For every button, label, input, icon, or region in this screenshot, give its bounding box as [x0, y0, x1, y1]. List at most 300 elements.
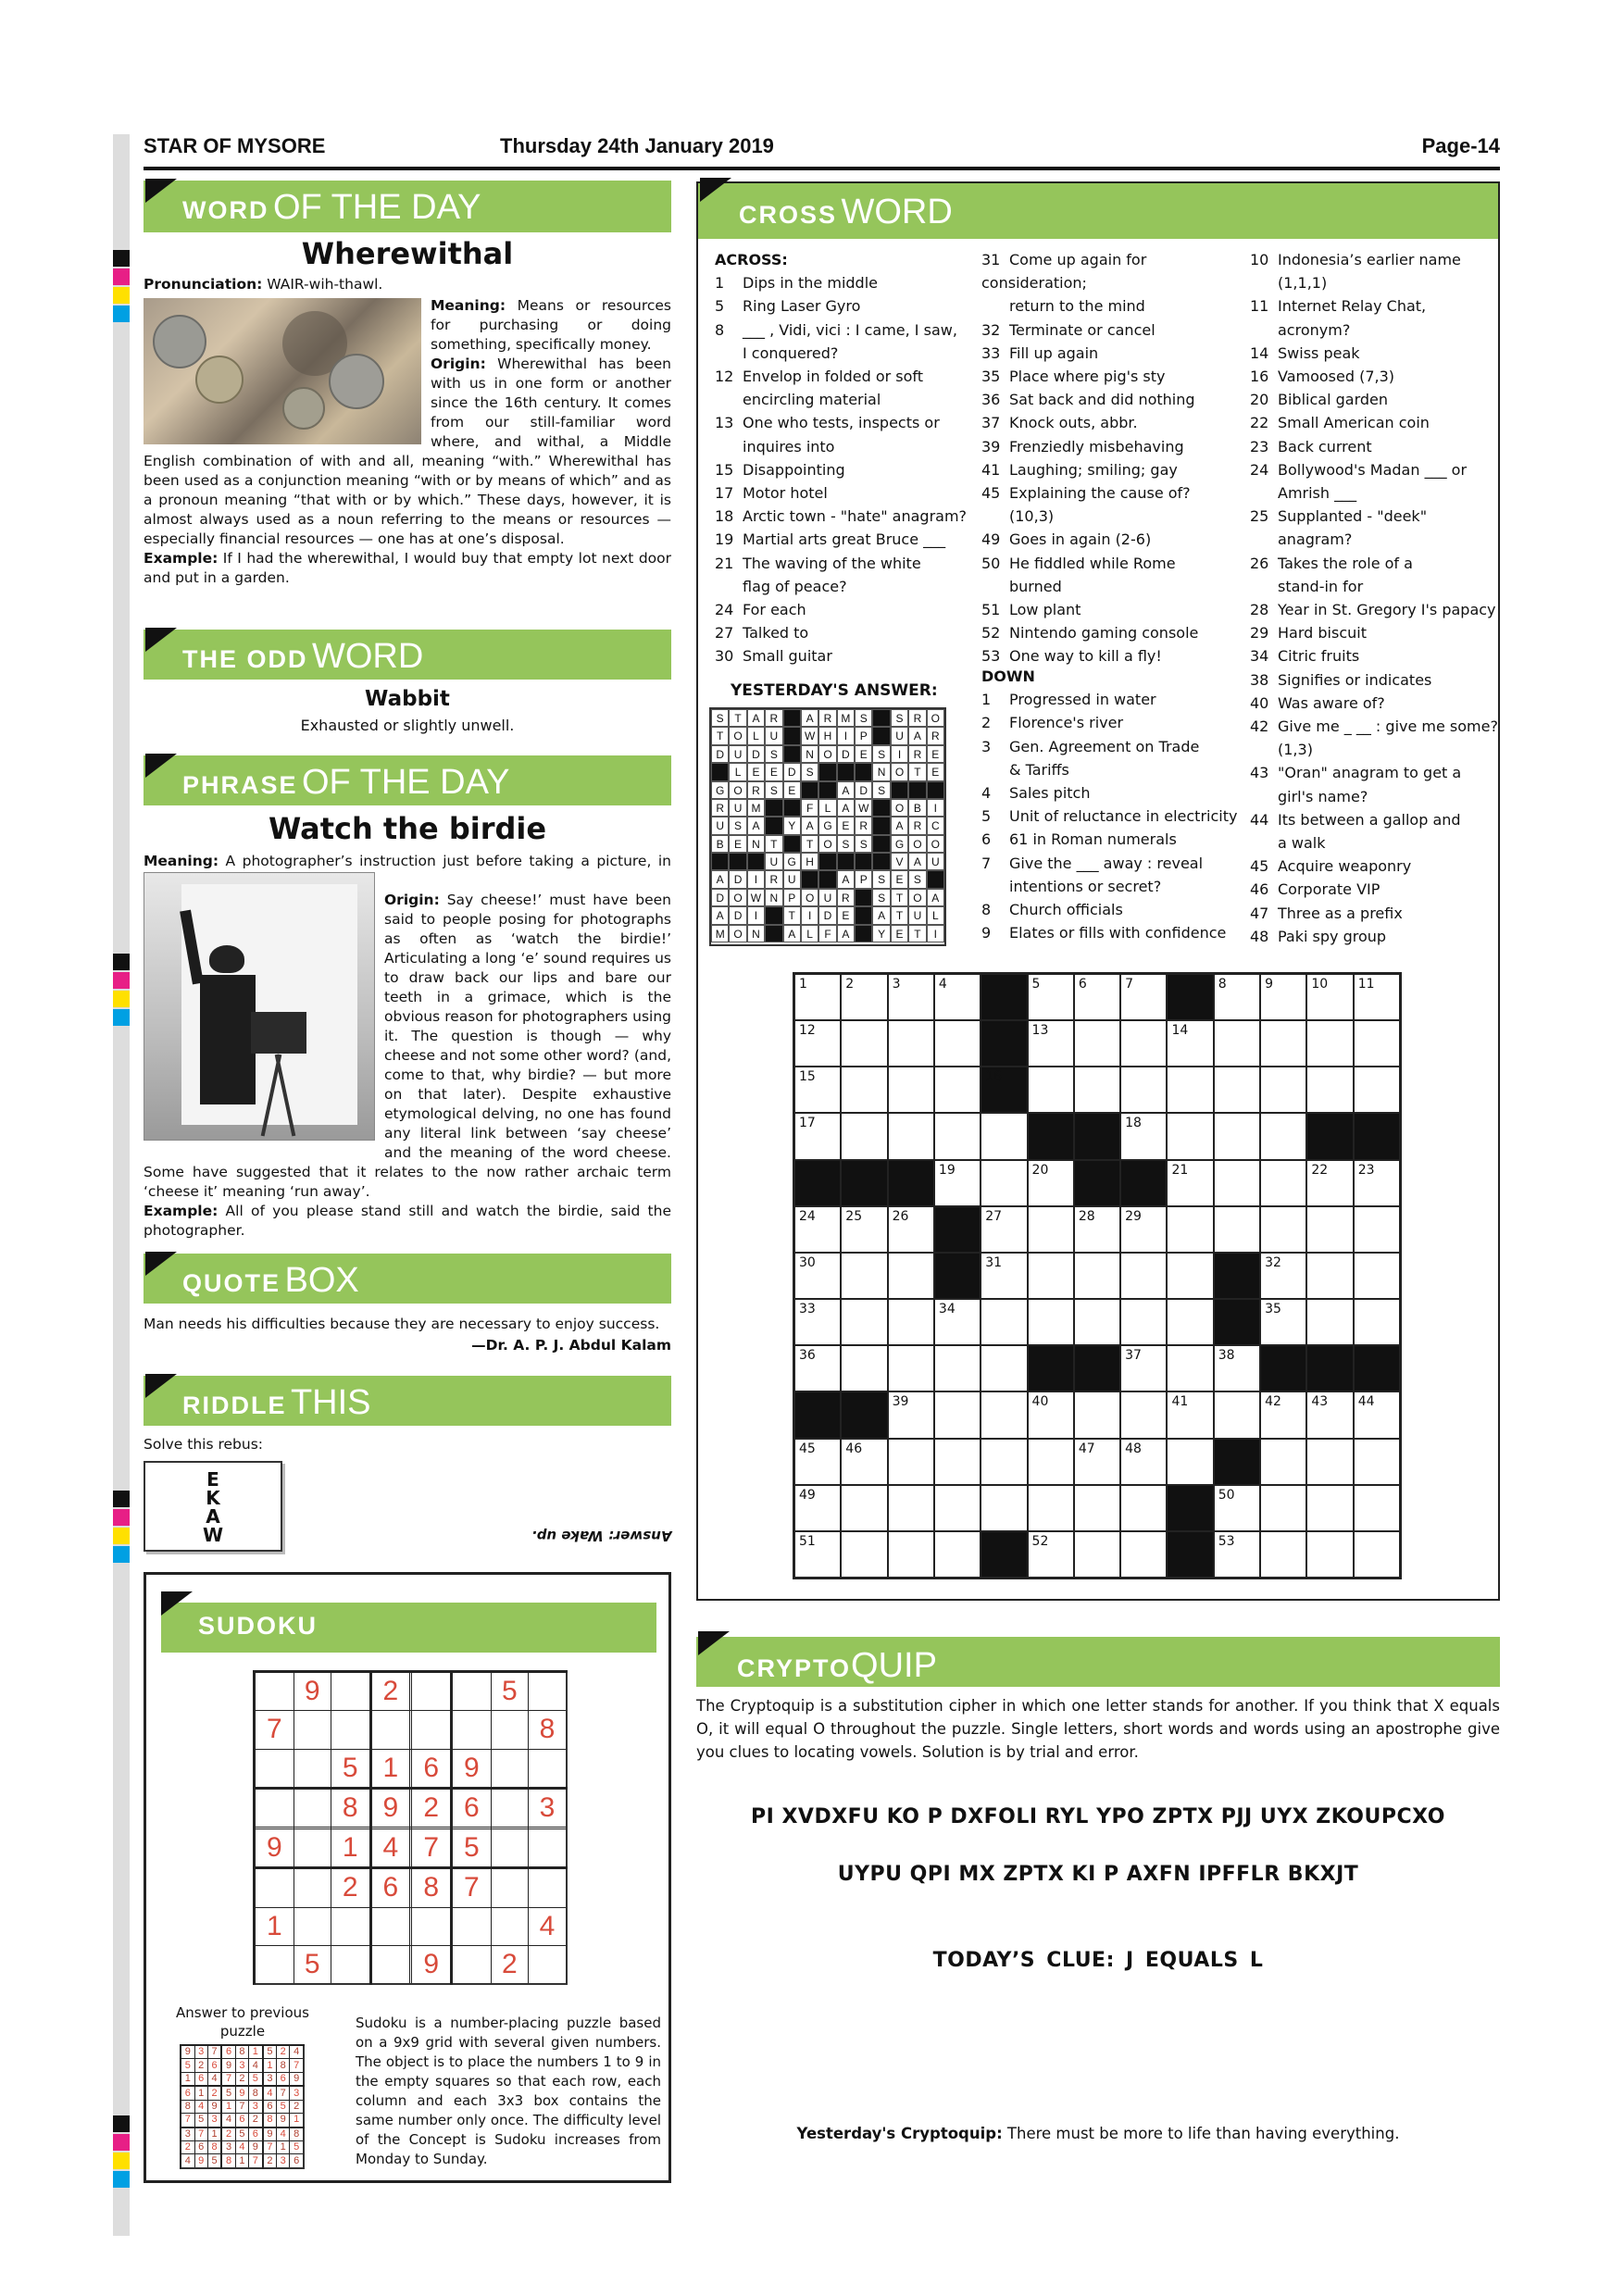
crossword-cell[interactable] — [794, 1067, 841, 1113]
crossword-cell[interactable] — [934, 1067, 981, 1113]
crossword-cell[interactable] — [1354, 1253, 1400, 1299]
crossword-cell[interactable] — [888, 1020, 934, 1067]
clue-item: 5 Ring Laser Gyro — [715, 297, 861, 316]
crossword-cell[interactable] — [981, 1253, 1027, 1299]
crossword-cell[interactable] — [1214, 1020, 1260, 1067]
clue-number: 49 — [799, 1487, 816, 1503]
crossword-cell[interactable] — [981, 1345, 1027, 1391]
yesterday-cell: U — [927, 853, 944, 870]
yesterday-cell — [729, 853, 746, 870]
crossword-cell[interactable] — [1074, 1020, 1120, 1067]
clue-number: 39 — [892, 1394, 909, 1410]
sudoku-cell: 6 — [221, 2045, 235, 2059]
clue-item: 29 Hard biscuit — [1250, 624, 1367, 643]
sudoku-cell: 9 — [277, 2114, 290, 2128]
clue-number: 16 — [985, 1069, 1003, 1085]
yesterday-cell: W — [855, 799, 872, 817]
crossword-cell[interactable] — [1074, 1253, 1120, 1299]
crossword-cell[interactable] — [841, 1067, 887, 1113]
crossword-cell[interactable] — [1120, 1299, 1167, 1345]
clue-item: 43 "Oran" anagram to get a — [1250, 764, 1462, 782]
crossword-cell[interactable] — [1167, 1160, 1213, 1206]
crossword-cell[interactable] — [1260, 1531, 1306, 1578]
crossword-cell[interactable] — [841, 1020, 887, 1067]
crossword-cell[interactable] — [1028, 1299, 1074, 1345]
crossword-cell[interactable] — [1260, 1253, 1306, 1299]
crossword-cell[interactable] — [1167, 1345, 1213, 1391]
crossword-black-cell — [888, 1160, 934, 1206]
crossword-cell[interactable] — [981, 1485, 1027, 1531]
crossword-cell[interactable] — [1028, 1531, 1074, 1578]
crossword-cell[interactable] — [841, 1206, 887, 1253]
crossword-cell[interactable] — [1120, 1253, 1167, 1299]
corner-mark-icon — [161, 1591, 193, 1616]
cryptoquip-clue: TODAY’S CLUE: J EQUALS L — [932, 1949, 1264, 1972]
crossword-cell[interactable] — [1120, 1485, 1167, 1531]
yesterday-cell: D — [818, 906, 836, 924]
sudoku-cell: 9 — [207, 2100, 221, 2113]
crossword-cell[interactable] — [841, 1439, 887, 1485]
crossword-cell[interactable] — [1167, 1206, 1213, 1253]
crossword-cell[interactable] — [841, 1113, 887, 1159]
yesterday-cell: O — [927, 835, 944, 853]
crossword-black-cell — [981, 1067, 1027, 1113]
clue-item-cont: inquires into — [743, 437, 835, 455]
sudoku-cell — [491, 1828, 528, 1867]
yesterday-cell — [872, 853, 890, 870]
yesterday-cell: U — [711, 817, 729, 834]
crossword-black-cell — [1214, 1299, 1260, 1345]
crossword-cell[interactable] — [888, 974, 934, 1020]
sudoku-cell: 3 — [181, 2128, 194, 2141]
crossword-black-cell — [841, 1160, 887, 1206]
yesterday-cell: P — [783, 889, 801, 906]
issue-date: Thursday 24th January 2019 — [500, 134, 774, 157]
crossword-cell[interactable] — [888, 1391, 934, 1438]
yesterday-cell: N — [765, 889, 782, 906]
sudoku-cell — [452, 1945, 492, 1984]
clue-number: 18 — [1125, 1116, 1142, 1131]
yesterday-cell — [801, 870, 818, 888]
sudoku-cell: 1 — [331, 1828, 370, 1867]
crossword-cell[interactable] — [934, 1485, 981, 1531]
crossword-cell[interactable] — [841, 1253, 887, 1299]
yesterday-cell: T — [711, 727, 729, 744]
sudoku-cell — [255, 1672, 294, 1711]
yesterday-cell — [765, 906, 782, 924]
crossword-cell[interactable] — [1028, 1253, 1074, 1299]
crossword-cell[interactable] — [1214, 1485, 1260, 1531]
yesterday-cell: H — [818, 727, 836, 744]
sudoku-cell: 1 — [263, 2059, 277, 2072]
sudoku-cell: 1 — [207, 2128, 221, 2141]
crossword-cell[interactable] — [934, 1020, 981, 1067]
crossword-cell[interactable] — [934, 974, 981, 1020]
crossword-cell[interactable] — [794, 1020, 841, 1067]
crossword-black-cell — [1028, 1345, 1074, 1391]
crossword-cell[interactable] — [1120, 1391, 1167, 1438]
crossword-cell[interactable] — [794, 1113, 841, 1159]
crossword-cell[interactable] — [1354, 1067, 1400, 1113]
sudoku-description: Sudoku is a number-placing puzzle based on a 9x9 grid with several given numbers. The object is to place the numbers 1 to 9 in the empty squares so that each row, each column and each 3x3 box contains the same number only once. The difficulty level of the Concept is Sudoku increases from Monday to Sunday. — [356, 2015, 661, 2167]
clue-number: 35 — [1265, 1302, 1281, 1317]
crossword-cell[interactable] — [1260, 1113, 1306, 1159]
crossword-cell[interactable] — [1074, 1391, 1120, 1438]
sudoku-cell — [528, 1672, 567, 1711]
clue-item-cont: anagram? — [1278, 530, 1353, 549]
clue-item: 2 Florence's river — [981, 714, 1124, 732]
crossword-cell[interactable] — [1306, 1485, 1353, 1531]
crossword-cell[interactable] — [1074, 1439, 1120, 1485]
clue-item-cont: girl's name? — [1278, 787, 1368, 805]
yesterday-cell: S — [765, 781, 782, 799]
cryptoquip-line-2: UYPU QPI MX ZPTX KI P AXFN IPFFLR BKXJT — [837, 1863, 1359, 1886]
crossword-cell[interactable] — [1260, 1206, 1306, 1253]
yesterday-cell: T — [891, 889, 908, 906]
sudoku-cell: 1 — [235, 2154, 248, 2168]
yesterday-cell: O — [729, 925, 746, 942]
sudoku-cell: 4 — [194, 2100, 207, 2113]
sudoku-cell: 8 — [412, 1868, 452, 1907]
crossword-cell[interactable] — [1260, 974, 1306, 1020]
yesterday-cell: A — [783, 925, 801, 942]
crossword-section — [696, 181, 1500, 1601]
clue-item: 40 Was aware of? — [1250, 693, 1385, 712]
crossword-cell[interactable] — [1167, 1299, 1213, 1345]
crossword-cell[interactable] — [1354, 1531, 1400, 1578]
sudoku-cell: 2 — [412, 1788, 452, 1827]
yesterday-cell — [872, 727, 890, 744]
crossword-cell[interactable] — [1120, 1439, 1167, 1485]
odd-word: Wabbit — [365, 687, 450, 711]
yesterday-cryptoquip: Yesterday's Cryptoquip: There must be more to life than having everything. — [796, 2125, 1400, 2142]
crossword-cell[interactable] — [888, 1345, 934, 1391]
crossword-black-cell — [981, 974, 1027, 1020]
yesterday-cell: S — [891, 709, 908, 727]
crossword-cell[interactable] — [934, 1531, 981, 1578]
clue-item-cont: a walk — [1278, 834, 1326, 853]
sudoku-cell — [412, 1672, 452, 1711]
sudoku-cell: 2 — [331, 1868, 370, 1907]
clue-number: 2 — [845, 977, 855, 992]
crossword-cell[interactable] — [1074, 1485, 1120, 1531]
riddle-bar: RIDDLE THIS — [144, 1376, 671, 1426]
yesterday-cell: A — [747, 709, 765, 727]
sudoku-cell: 5 — [249, 2072, 263, 2086]
crossword-bar: CROSS WORD — [698, 183, 1498, 239]
yesterday-cell: W — [747, 889, 765, 906]
crossword-cell[interactable] — [888, 1113, 934, 1159]
clue-number: 36 — [799, 1348, 816, 1364]
crossword-cell[interactable] — [1214, 1345, 1260, 1391]
crossword-cell[interactable] — [1167, 1020, 1213, 1067]
clue-number: 7 — [1125, 977, 1134, 992]
crossword-cell[interactable] — [888, 1531, 934, 1578]
crossword-cell[interactable] — [1214, 1067, 1260, 1113]
clue-number: 21 — [1171, 1162, 1189, 1178]
yesterday-cell: R — [765, 709, 782, 727]
crossword-cell[interactable] — [1354, 1160, 1400, 1206]
sudoku-cell: 8 — [221, 2154, 235, 2168]
crossword-black-cell — [1028, 1113, 1074, 1159]
crossword-cell[interactable] — [1306, 974, 1353, 1020]
crossword-cell[interactable] — [1028, 1067, 1074, 1113]
crossword-cell[interactable] — [1120, 1531, 1167, 1578]
crossword-black-cell — [1167, 974, 1213, 1020]
clue-item: 5 Unit of reluctance in electricity — [981, 807, 1238, 826]
clue-item: 21 The waving of the white — [715, 554, 921, 572]
crossword-cell[interactable] — [1354, 1439, 1400, 1485]
sudoku-cell: 6 — [194, 2141, 207, 2154]
sudoku-cell — [294, 1907, 331, 1945]
yesterday-cell: D — [711, 889, 729, 906]
yesterday-cell: D — [783, 763, 801, 780]
yesterday-cell: R — [927, 727, 944, 744]
yesterday-cell: P — [855, 727, 872, 744]
yesterday-cell: O — [891, 799, 908, 817]
sudoku-cell: 9 — [294, 1672, 331, 1711]
crossword-cell[interactable] — [794, 1531, 841, 1578]
yesterday-cell — [855, 906, 872, 924]
crossword-cell[interactable] — [1120, 1020, 1167, 1067]
crossword-cell[interactable] — [794, 1345, 841, 1391]
crossword-cell[interactable] — [794, 974, 841, 1020]
crossword-cell[interactable] — [1260, 1020, 1306, 1067]
crossword-cell[interactable] — [794, 1485, 841, 1531]
crossword-cell[interactable] — [981, 1439, 1027, 1485]
crossword-cell[interactable] — [1260, 1485, 1306, 1531]
page-number: Page-14 — [1421, 134, 1500, 157]
crossword-cell[interactable] — [981, 1160, 1027, 1206]
crossword-cell[interactable] — [1354, 1485, 1400, 1531]
across-clues-cont — [981, 248, 1241, 668]
clue-number: 43 — [1311, 1394, 1329, 1410]
crossword-cell[interactable] — [1306, 1206, 1353, 1253]
crossword-cell[interactable] — [888, 1485, 934, 1531]
crossword-cell[interactable] — [981, 1113, 1027, 1159]
crossword-cell[interactable] — [888, 1299, 934, 1345]
crossword-cell[interactable] — [1306, 1439, 1353, 1485]
crossword-cell[interactable] — [888, 1206, 934, 1253]
crossword-cell[interactable] — [1260, 1160, 1306, 1206]
crossword-cell[interactable] — [1028, 1020, 1074, 1067]
crossword-cell[interactable] — [1354, 1299, 1400, 1345]
sudoku-cell: 4 — [181, 2154, 194, 2168]
yesterday-cell: T — [891, 906, 908, 924]
clue-item: 37 Knock outs, abbr. — [981, 414, 1138, 432]
sudoku-cell: 2 — [370, 1672, 410, 1711]
down-clues-cont — [1250, 248, 1500, 948]
crossword-cell[interactable] — [1354, 974, 1400, 1020]
crossword-cell[interactable] — [888, 1067, 934, 1113]
crossword-cell[interactable] — [1260, 1391, 1306, 1438]
crossword-cell[interactable] — [1306, 1253, 1353, 1299]
quote-text: Man needs his difficulties because they are necessary to enjoy success. — [144, 1316, 660, 1332]
yesterday-cell: U — [783, 870, 801, 888]
crossword-cell[interactable] — [1028, 1206, 1074, 1253]
crossword-cell[interactable] — [794, 1206, 841, 1253]
crossword-cell[interactable] — [1214, 1531, 1260, 1578]
sudoku-cell — [491, 1907, 528, 1945]
sudoku-cell: 4 — [221, 2114, 235, 2128]
crossword-cell[interactable] — [1074, 1531, 1120, 1578]
cryptoquip-intro: The Cryptoquip is a substitution cipher in which one letter stands for another. If you think that X equals O, it will equal O throughout the puzzle. Single letters, short words and words using an apostrophe give you clues to locating vowels. Solution is by trial and error. — [696, 1697, 1500, 1761]
clue-item-cont: (10,3) — [1009, 507, 1055, 526]
rebus-box — [144, 1461, 282, 1552]
yesterday-cell — [783, 727, 801, 744]
crossword-cell[interactable] — [1074, 1299, 1120, 1345]
crossword-cell[interactable] — [981, 1299, 1027, 1345]
sudoku-cell — [491, 1711, 528, 1749]
yesterday-cell: O — [927, 709, 944, 727]
yesterday-cell: S — [765, 745, 782, 763]
crossword-cell[interactable] — [1120, 1206, 1167, 1253]
yesterday-cell: R — [747, 781, 765, 799]
yesterday-cell: N — [747, 835, 765, 853]
sudoku-cell: 4 — [235, 2141, 248, 2154]
phrase-body: Meaning: A photographer’s instruction just before taking a picture, in Origin: Say cheese!’ must have been said to people posing for photographs as often as ‘watch the birdie!’ Articulating a long ‘e’ sound requires us to draw back our lips and bare our teeth in a grimace, which is the obvious reason for photographers using it. The question is though — why cheese and not some other word? (and, come to that, why birdie? — but more on that later). Despite exhaustive etymological delving, no one has found any literal link between ‘say cheese’ and the meaning of the word cheese. Some have suggested that it relates to the now rather archaic term ‘cheese it’ meaning ‘run away’. Example: All of you please stand still and watch the birdie, said the photographer. — [144, 853, 671, 1239]
crossword-cell[interactable] — [1306, 1299, 1353, 1345]
sudoku-cell: 2 — [221, 2128, 235, 2141]
crossword-cell[interactable] — [981, 1206, 1027, 1253]
crossword-cell[interactable] — [1306, 1160, 1353, 1206]
crossword-cell[interactable] — [1028, 974, 1074, 1020]
corner-mark-icon — [700, 178, 731, 202]
crossword-cell[interactable] — [1260, 1067, 1306, 1113]
crossword-cell[interactable] — [934, 1391, 981, 1438]
phrase-bar: PHRASE OF THE DAY — [144, 755, 671, 805]
crossword-cell[interactable] — [1120, 1113, 1167, 1159]
crossword-cell[interactable] — [1167, 1067, 1213, 1113]
sudoku-cell: 9 — [249, 2141, 263, 2154]
crossword-cell[interactable] — [981, 1391, 1027, 1438]
yesterday-cell: E — [927, 763, 944, 780]
yesterday-cell: Y — [783, 817, 801, 834]
crossword-cell[interactable] — [1306, 1067, 1353, 1113]
crossword-cell[interactable] — [1214, 1391, 1260, 1438]
crossword-cell[interactable] — [1354, 1020, 1400, 1067]
crossword-cell[interactable] — [1074, 974, 1120, 1020]
crossword-cell[interactable] — [841, 1345, 887, 1391]
sudoku-cell: 6 — [235, 2114, 248, 2128]
crossword-cell[interactable] — [1028, 1160, 1074, 1206]
sudoku-cell — [370, 1945, 410, 1984]
crossword-cell[interactable] — [1120, 974, 1167, 1020]
sudoku-cell — [255, 1868, 294, 1907]
crossword-cell[interactable] — [934, 1160, 981, 1206]
clue-item: 27 Talked to — [715, 624, 809, 643]
odd-word-meaning: Exhausted or slightly unwell. — [300, 717, 515, 734]
quote-box-section — [144, 1254, 671, 1355]
crossword-cell[interactable] — [1214, 1206, 1260, 1253]
crossword-cell[interactable] — [1074, 1206, 1120, 1253]
crossword-cell[interactable] — [841, 1531, 887, 1578]
crossword-cell[interactable] — [934, 1345, 981, 1391]
crossword-cell[interactable] — [934, 1113, 981, 1159]
sudoku-cell: 6 — [194, 2072, 207, 2086]
sudoku-cell: 7 — [255, 1711, 294, 1749]
crossword-cell[interactable] — [1028, 1439, 1074, 1485]
crossword-black-cell — [1120, 1160, 1167, 1206]
sudoku-cell: 6 — [207, 2059, 221, 2072]
yesterday-cell: A — [872, 906, 890, 924]
crossword-cell[interactable] — [1167, 1113, 1213, 1159]
sudoku-cell: 8 — [277, 2059, 290, 2072]
crossword-cell[interactable] — [1074, 1067, 1120, 1113]
sudoku-cell: 6 — [181, 2086, 194, 2100]
crossword-cell[interactable] — [1028, 1485, 1074, 1531]
clue-number: 40 — [1031, 1394, 1049, 1410]
sudoku-cell — [491, 1749, 528, 1788]
clue-item: 28 Year in St. Gregory I's papacy — [1250, 601, 1496, 619]
crossword-cell[interactable] — [1214, 1160, 1260, 1206]
sudoku-cell: 1 — [249, 2045, 263, 2059]
crossword-cell[interactable] — [1306, 1531, 1353, 1578]
sudoku-cell: 1 — [370, 1749, 410, 1788]
crossword-cell[interactable] — [1260, 1299, 1306, 1345]
clue-item: 23 Back current — [1250, 437, 1372, 455]
crossword-cell[interactable] — [1167, 1391, 1213, 1438]
clue-item: 44 Its between a gallop and — [1250, 810, 1461, 829]
crossword-cell[interactable] — [1214, 1113, 1260, 1159]
sudoku-cell: 7 — [194, 2128, 207, 2141]
yesterday-cell — [783, 709, 801, 727]
crossword-cell[interactable] — [794, 1439, 841, 1485]
crossword-cell[interactable] — [934, 1439, 981, 1485]
crossword-cell[interactable] — [1167, 1439, 1213, 1485]
crossword-cell[interactable] — [1167, 1253, 1213, 1299]
yesterday-cell: R — [908, 709, 926, 727]
crossword-black-cell — [1306, 1113, 1353, 1159]
sudoku-bar: SUDOKU — [161, 1603, 656, 1653]
crossword-cell[interactable] — [1260, 1439, 1306, 1485]
crossword-cell[interactable] — [888, 1439, 934, 1485]
clue-item: 16 Vamoosed (7,3) — [1250, 368, 1395, 386]
sudoku-cell: 8 — [290, 2128, 304, 2141]
sudoku-cell: 5 — [194, 2114, 207, 2128]
crossword-cell[interactable] — [1120, 1067, 1167, 1113]
crossword-cell[interactable] — [1214, 974, 1260, 1020]
crossword-cell[interactable] — [841, 1485, 887, 1531]
crossword-cell[interactable] — [841, 974, 887, 1020]
sudoku-cell: 2 — [277, 2045, 290, 2059]
crossword-cell[interactable] — [934, 1299, 981, 1345]
crossword-cell[interactable] — [1120, 1345, 1167, 1391]
crossword-black-cell — [1260, 1345, 1306, 1391]
clue-item: 50 He fiddled while Rome — [981, 554, 1176, 572]
crossword-cell[interactable] — [1306, 1020, 1353, 1067]
crossword-cell[interactable] — [1354, 1206, 1400, 1253]
crossword-cell[interactable] — [841, 1299, 887, 1345]
clue-number: 32 — [1265, 1254, 1281, 1270]
clue-number: 51 — [799, 1533, 816, 1549]
sudoku-cell: 4 — [207, 2072, 221, 2086]
crossword-black-cell — [934, 1253, 981, 1299]
yesterday-cell: A — [747, 817, 765, 834]
clue-number: 37 — [1125, 1348, 1142, 1364]
crossword-cell[interactable] — [1354, 1391, 1400, 1438]
clue-number: 25 — [845, 1208, 863, 1224]
yesterday-cell: T — [801, 835, 818, 853]
yesterday-cell: S — [908, 870, 926, 888]
crossword-cell[interactable] — [1306, 1391, 1353, 1438]
crossword-cell[interactable] — [1028, 1391, 1074, 1438]
crossword-cell[interactable] — [888, 1253, 934, 1299]
yesterday-cell: A — [837, 781, 855, 799]
sudoku-cell — [294, 1749, 331, 1788]
crossword-cell[interactable] — [794, 1299, 841, 1345]
crossword-cell[interactable] — [794, 1253, 841, 1299]
